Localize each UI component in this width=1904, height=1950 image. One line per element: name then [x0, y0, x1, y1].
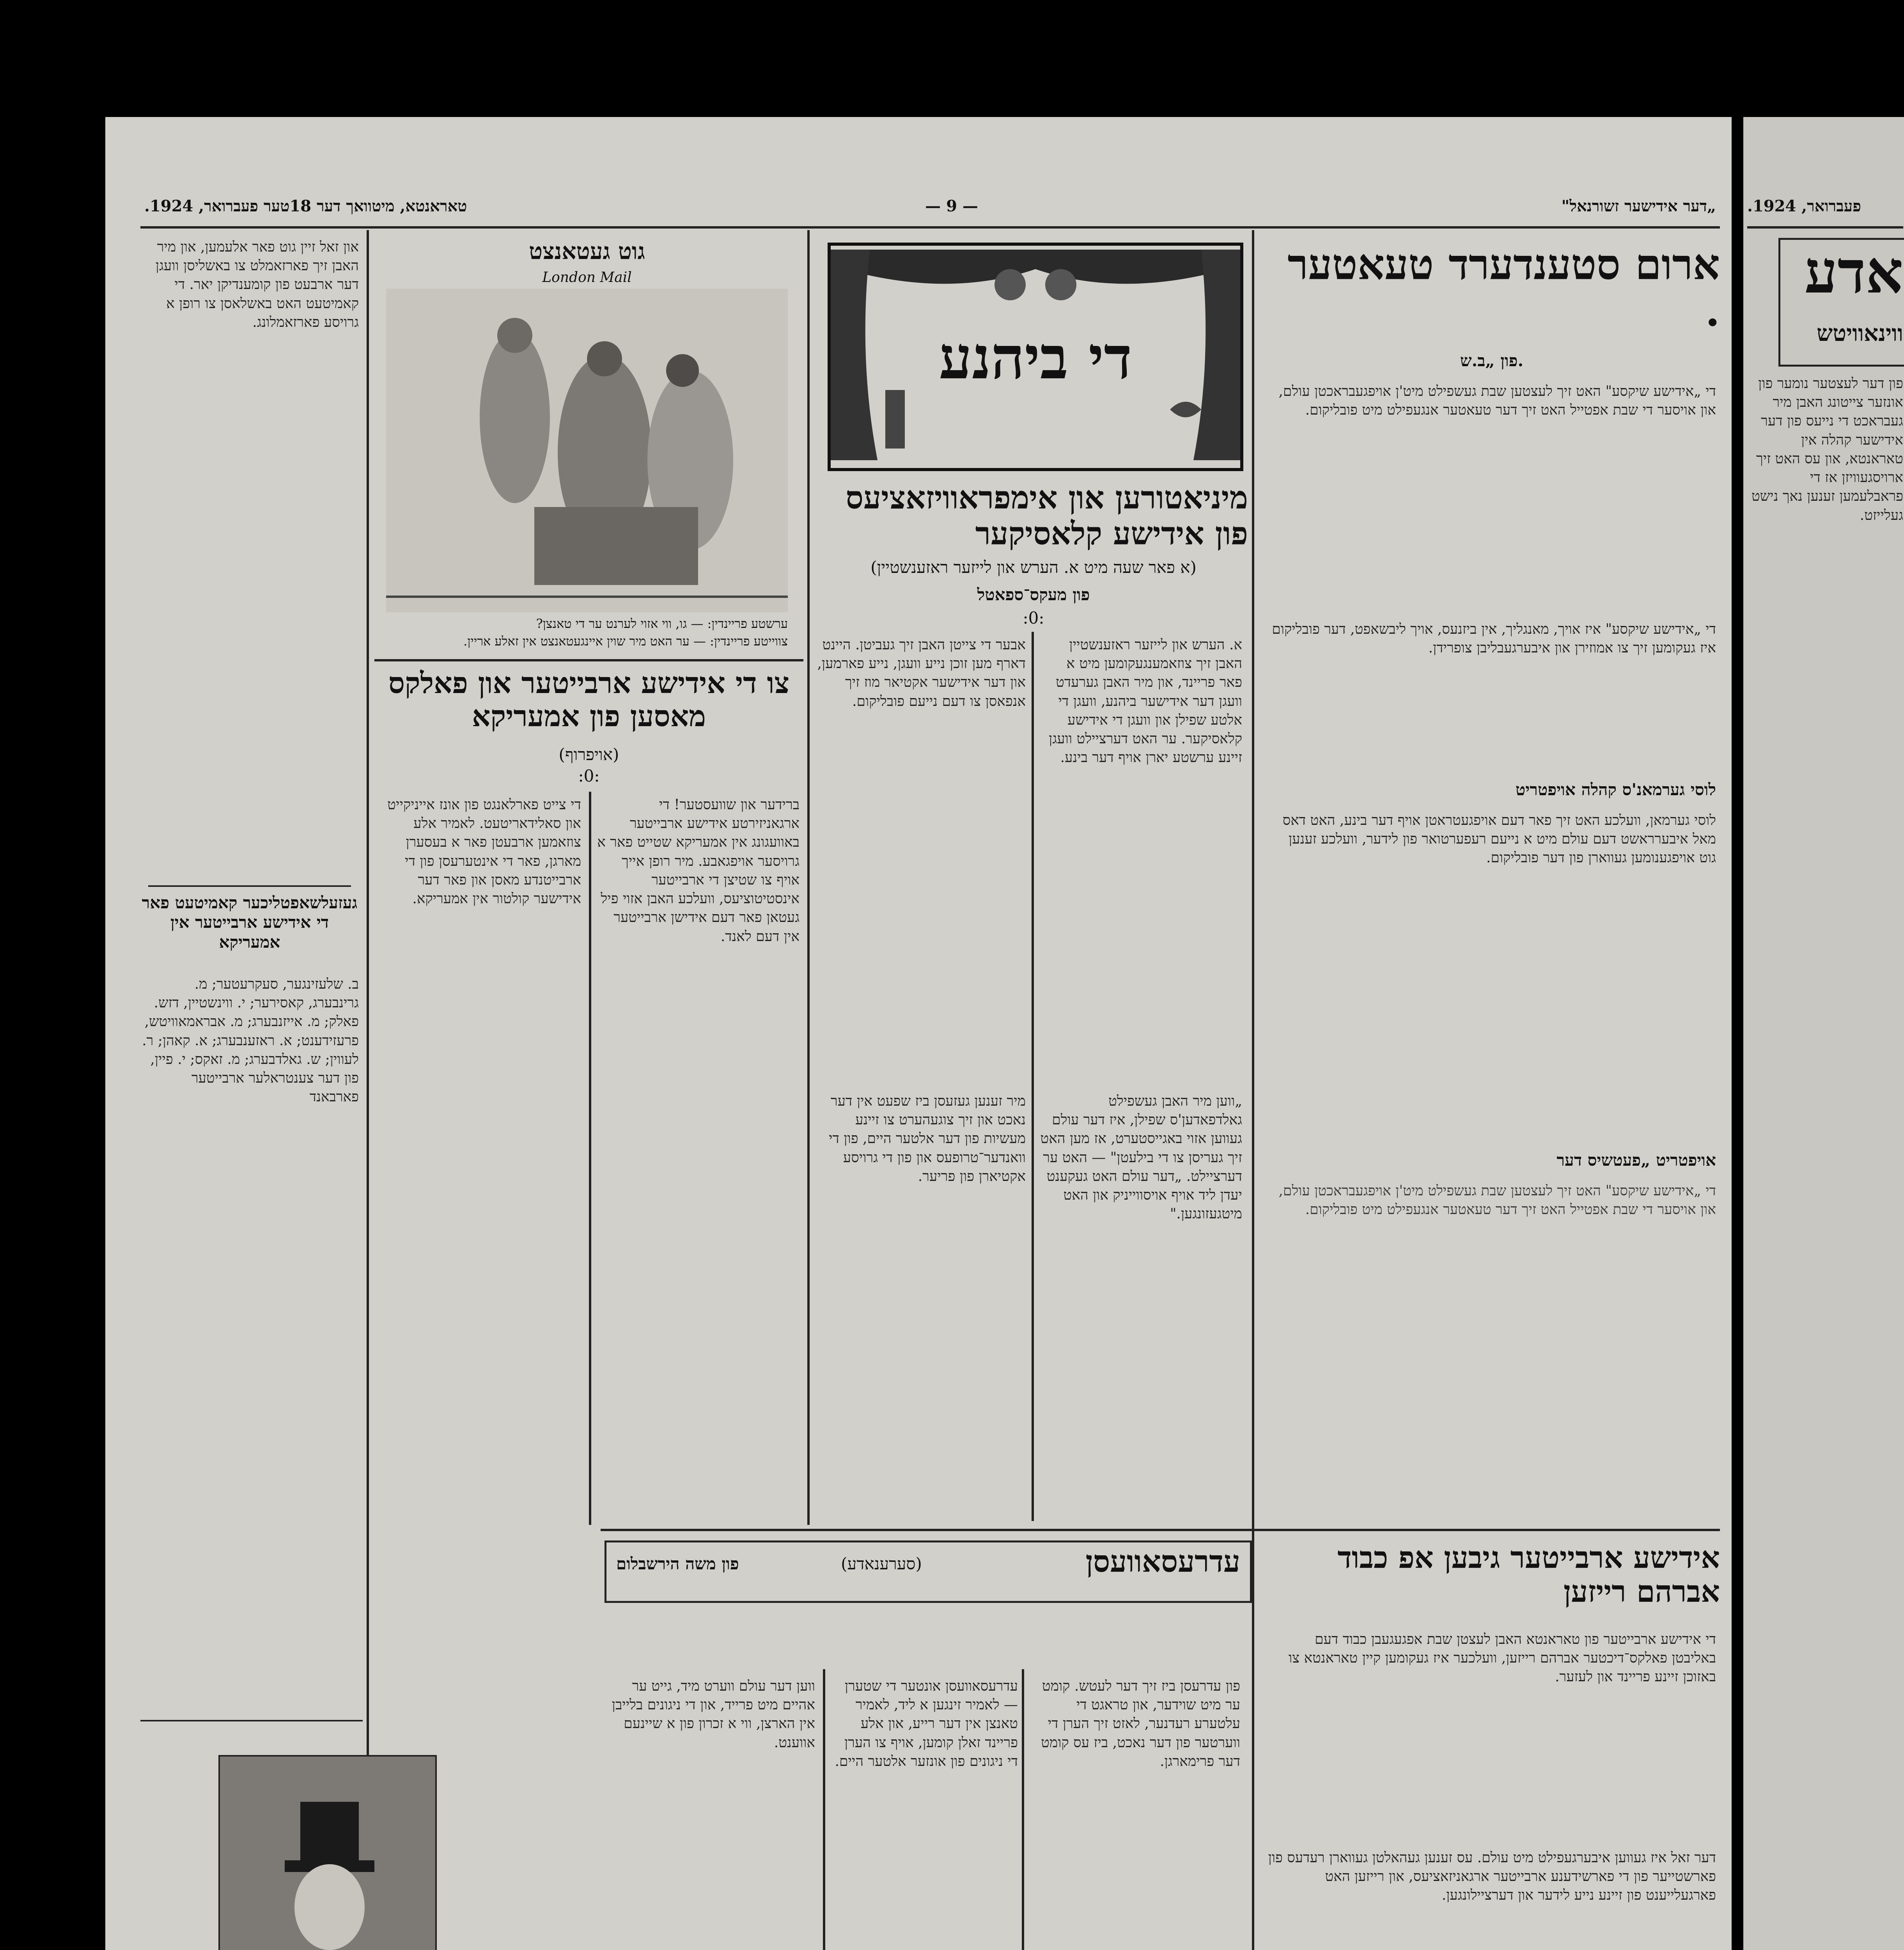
masthead-rule: [1747, 226, 1903, 229]
divider: :0:: [1023, 608, 1044, 628]
poem-column: עדרעסאוועסן אונטער די שטערן — לאמיר זינגען א ליד, לאמיר טאנצן אין דער רייע, און אלע פריינד זאלן קומען, אויף צו הערן די ניגונים פון אונזער אלטער היים.: [835, 1678, 1018, 1769]
article-paragraph: „ווען מיר האבן געשפילט גאלדפאדען'ס שפילן, איז דער עולם געווען אזוי באגייסטערט, אז מען האט זיך געריסן צו די בילעטן" — האט ער דערציילט. „דער עולם האט געקענט יעדן ליד אויף אויסווייניק און האט מיטגעזונגען.": [1040, 1093, 1242, 1222]
poem-column: פון עדרעסן ביז זיך דער לעטש. קומט ער מיט שוידער, און טראגט די עלטערע רעדנער, לאזט זיך הערן די ווערטער פון דער נאכט, ביז עס קומט דער פרימארגן.: [1041, 1678, 1240, 1769]
poem-column: ווען דער עולם ווערט מיד, גייט ער אהיים מיט פרייד, און די ניגונים בלייבן אין הארצן, ווי א זכרון פון א שיינעם אווענט.: [612, 1678, 815, 1751]
subtitle: (אויפרוף): [558, 745, 619, 764]
divider: :0:: [578, 766, 600, 785]
poem-byline: פון משה הירשבלום: [616, 1554, 739, 1573]
article-paragraph: מיר זענען געזעסן ביז שפעט אין דער נאכט און זיך צוגעהערט צו זיינע מעשיות פון דער אלטער היים, פון די וואנדער־טרופעס און פון די גרויסע אקטיארן פון פריער.: [829, 1093, 1026, 1184]
article-paragraph: דער זאל איז געווען איבערגעפילט מיט עולם. עס זענען געהאלטן געווארן רעדעס פון פארשטייער פון די פארשידענע ארבייטער ארגאניזאציעס, און רייזען האט פארגעלייענט פון זיינע נייע לידער און דערציילונגען.: [1268, 1850, 1716, 1904]
section-title: די ביהנע: [939, 324, 1132, 392]
subtitle: (א פאר שעה מיט א. הערש און לייזער ראזענשטיין): [870, 558, 1197, 577]
bracket-note: (סערענאדע): [841, 1554, 922, 1573]
column-rule: [1032, 632, 1034, 1521]
fragment-subheading: ווינאוויטש: [1817, 320, 1903, 346]
column-rule: [807, 230, 810, 1525]
drawing-title: גוט געטאנצט: [529, 238, 645, 264]
article-paragraph: די צייט פארלאנגט פון אונז אייניקייט און סאלידאריטעט. לאמיר אלע צוזאמען ארבעטן פאר א בעסערן מארגן, פאר די אינטערעסן פון די ארבייטנדע מאסן און פאר דער אידישער קולטור אין אמעריקא.: [387, 797, 581, 907]
appeal-headline: צו די אידישע ארבייטער און פאלקס מאסען פון אמעריקא: [388, 667, 790, 734]
actor-photo: [218, 1755, 437, 1950]
article-paragraph: די „אידישע שיקסע" איז אויך, מאנגליך, אין ביזנעס, אויך ליבשאפט, דער פובליקום איז געקומען זיך צו אמוזירן און איבערגעבליבן צופרידן.: [1272, 621, 1716, 656]
article-paragraph: די אידישע ארבייטער פון טאראנטא האבן לעצטן שבת אפגעגעבן כבוד דעם באליבטן פאלקס־דיכטער אברהם רייזען, וועלכער איז געקומען קיין טאראנטא צו באזוכן זיינע פריינד און לעזער.: [1289, 1631, 1716, 1685]
theatre-headline: ארום סטענדערד טעאטער .: [1287, 240, 1720, 336]
article-paragraph: ברידער און שוועסטער! די ארגאניזירטע אידישע ארבייטער באוועגונג אין אמעריקא שטייט פאר א גרויסער אויפגאבע. מיר רופן אייך אויף צו שטיצן די ארבייטער אינסטיטוציעס, וועלכע האבן אזוי פיל געטאן פאר דעם אידישן ארבייטער אין דעם לאנד.: [597, 797, 800, 945]
drawing-source: London Mail: [542, 269, 632, 285]
masthead-rule: [140, 226, 1720, 229]
byline: פון מעקס־ספאטל: [977, 585, 1090, 604]
committee-heading: געזעלשאפטליכער קאמיטעט פאר די אידישע ארבייטער אין אמעריקא: [142, 893, 358, 952]
section-rule: [140, 1720, 363, 1721]
column-rule: [823, 1669, 825, 1950]
miniatures-headline: מיניאטורען און אימפראוויזאציעס פון אידישע קלאסיקער: [846, 479, 1248, 552]
paper-name: „דער אידישער זשורנאל": [1561, 197, 1716, 215]
workers-headline: אידישע ארבייטער גיבען אפ כבוד אברהם רייזען: [1337, 1540, 1720, 1609]
section-rule: [148, 885, 351, 887]
article-paragraph: אבער די צייטן האבן זיך געביטן. היינט דארף מען זוכן נייע וועגן, נייע פארמען, און דער אידישער אקטיאר מוז זיך אנפאסן צו דעם נייעם פובליקום.: [817, 637, 1026, 709]
drawing-caption: צווייטע פריינדין: — ער האט מיר שוין איינגעטאנצט אין זאלע אריין.: [463, 634, 788, 649]
column-rule: [367, 230, 369, 1950]
dateline: טאראנטא, מיטוואך דער 18טער פעברואר, 1924.: [144, 197, 467, 215]
column-rule: [1022, 1669, 1024, 1950]
fragment-body: פון דער לעצטער נומער פון אונזער צייטונג האבן מיר געבראכט די נייעס פון דער אידישער קהלה אין טאראנטא, און עס האט זיך ארויסגעוויזן אז די פראבלעמען זענען נאך נישט געלייזט.: [1752, 376, 1903, 523]
dateline: פעברואר, 1924.: [1747, 197, 1861, 215]
byline: פון „ב.ש.: [1460, 351, 1524, 370]
article-paragraph: לוסי גערמאן, וועלכע האט זיך פאר דעם אויפגעטראטן אויף דער בינע, האט דאס מאל איבערראשט דעם עולם מיט א נייעם רעפערטואר פון לידער, וועלכע זענען גוט אויפגענומען געווארן פון דער פובליקום.: [1282, 812, 1716, 866]
section-rule: [1260, 1529, 1720, 1531]
page-number: — 9 —: [925, 197, 978, 215]
poem-headline: עדרעסאוועסן: [1085, 1544, 1240, 1579]
actor-portrait: [218, 1755, 437, 1950]
column-rule: [1252, 230, 1254, 1950]
article-paragraph: א. הערש און לייזער ראזענשטיין האבן זיך צוזאמענגעקומען מיט א פאר פריינד, און מיר האבן גערעדט וועגן דער אידישער ביהנע, וועגן די אלטע שפילן און וועגן די אידישע קלאסיקער. ער האט דערציילט וועגן זיינע ערשטע יארן אויף דער בינע.: [1049, 637, 1242, 766]
subheading: אויפטריט „פעטשיס דער: [1557, 1150, 1716, 1170]
column-rule: [589, 792, 591, 1525]
drawing-caption: ערשטע פריינדין: — גו, ווי אזוי לערנט ער די טאנצן?: [536, 616, 788, 631]
dancing-couples-illustration: [386, 289, 788, 612]
article-paragraph: און זאל זיין גוט פאר אלעמען, און מיר האבן זיך פארזאמלט צו באשליסן וועגן דער ארבעט פון קומענדיקן יאר. די קאמיטעט האט באשלאסן צו רופן א גרויסע פארזאמלונג.: [155, 239, 359, 330]
article-paragraph: די „אידישע שיקסע" האט זיך לעצטען שבת געשפילט מיט'ן אויפגעבראכטן עולם, און אויסער די שבת אפטייל האט זיך דער טעאטער אנגעפילט מיט פובליקום.: [1278, 383, 1716, 418]
article-paragraph: די „אידישע שיקסע" האט זיך לעצטען שבת געשפילט מיט'ן אויפגעבראכטן עולם, און אויסער די שבת אפטייל האט זיך דער טעאטער אנגעפילט מיט פובליקום.: [1278, 1183, 1716, 1218]
subheading: לוסי גערמאנ'ס קהלה אויפטריט: [1515, 780, 1716, 799]
fragment-headline: אדע: [1804, 238, 1903, 307]
section-rule: [601, 1529, 1260, 1531]
section-rule: [374, 659, 803, 661]
committee-names: ב. שלעזינגער, סעקרעטער; מ. גרינבערג, קאסירער; י. ווינשטיין, דזש. פאלק; מ. אייזנבערג; מ. אבראמאוויטש, פרעזידענט; א. ראזענבערג; א. קאהן; ר. לעווין; ש. גאלדבערג; מ. זאקס; י. פיין, פון דער צענטראלער ארבייטער פארבאנד: [142, 976, 359, 1105]
cartoon-drawing: [386, 289, 788, 612]
